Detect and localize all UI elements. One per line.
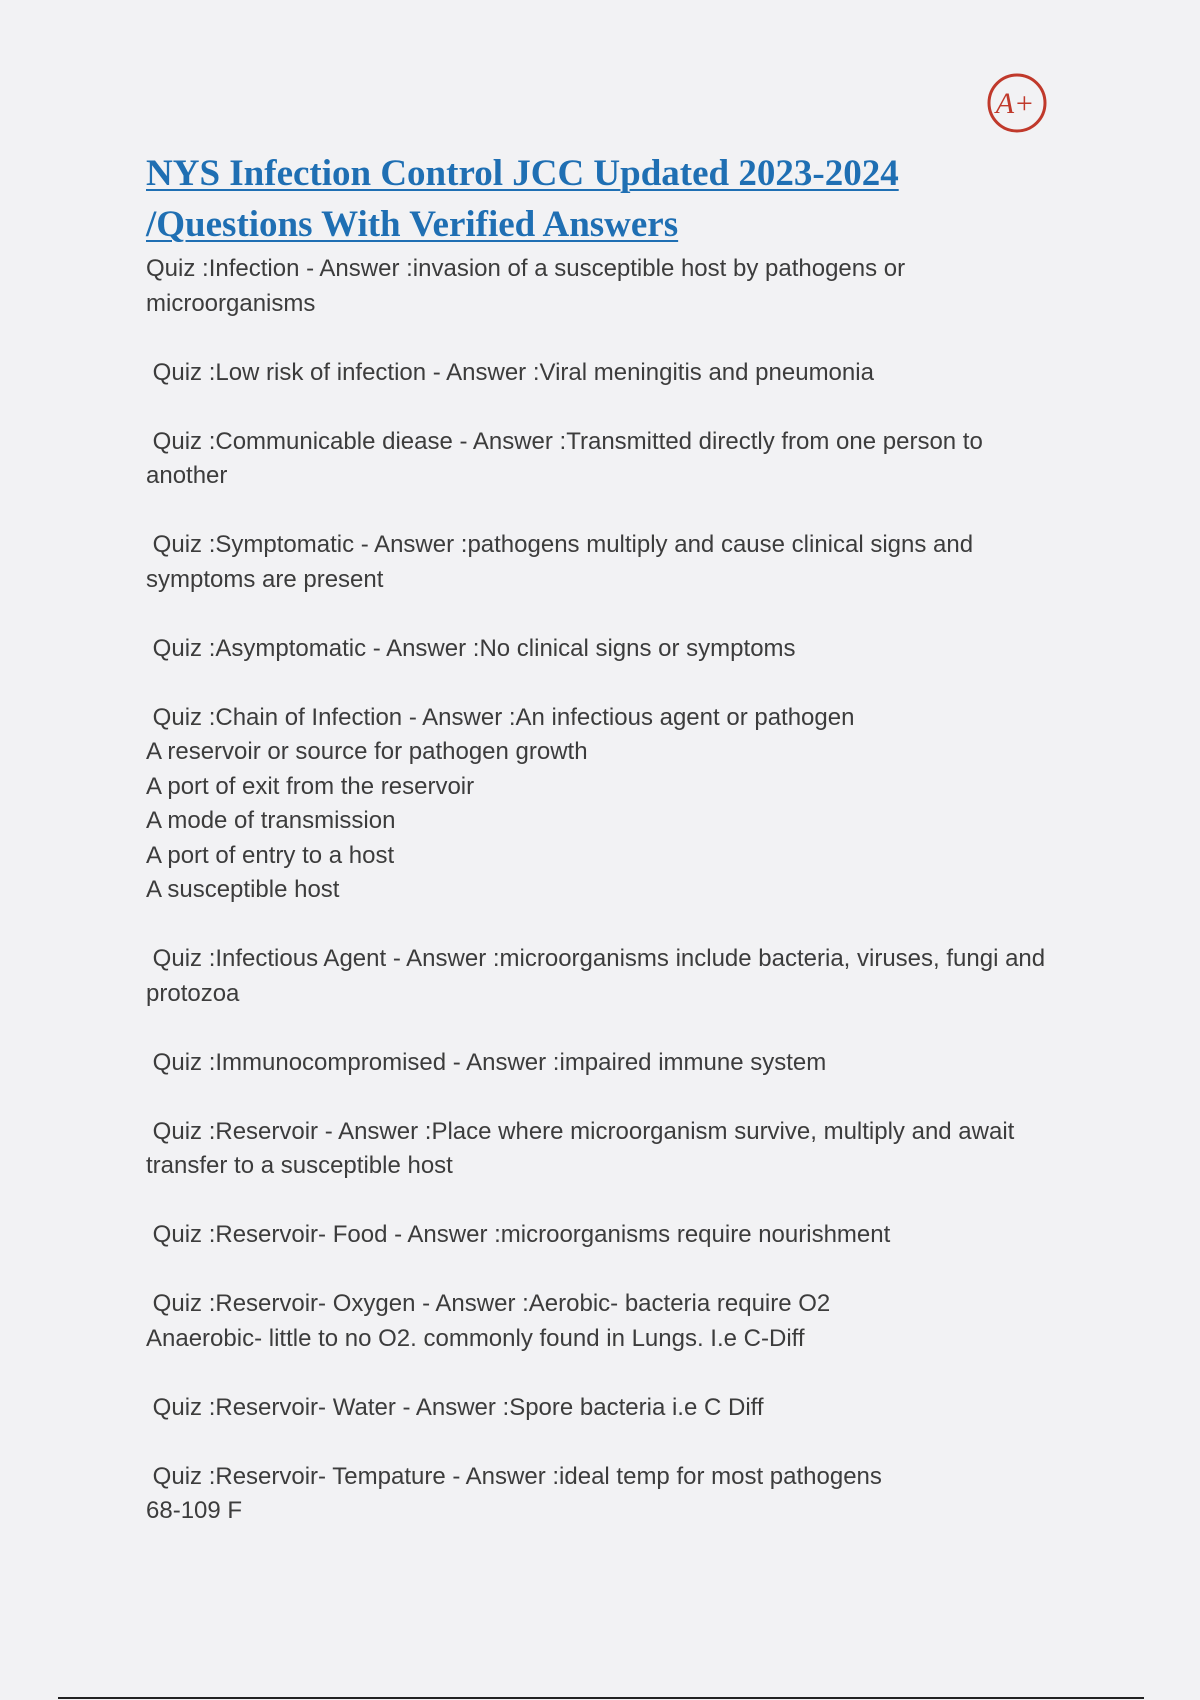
qa-line: Quiz :Reservoir- Tempature - Answer :ideal temp for most pathogens [146,1460,1046,1495]
qa-item [146,701,1046,908]
quiz-answer: No clinical signs or symptoms [479,634,796,662]
quiz-question: Reservoir- Tempature [215,1462,446,1490]
quiz-answer-continuation: A port of exit from the reservoir [146,772,475,800]
qa-lead-space [146,428,153,455]
quiz-answer: Spore bacteria i.e C Diff [509,1393,764,1421]
title-line-2: /Questions With Verified Answers [146,204,679,245]
quiz-answer-continuation: Anaerobic- little to no O2. commonly found in Lungs. I.e C-Diff [146,1324,805,1352]
qa-item [146,425,1046,494]
qa-lead-space [146,359,153,386]
quiz-question: Infectious Agent [215,945,387,972]
qa-item [146,1460,1046,1529]
qa-item [146,252,1046,321]
title-line-1: NYS Infection Control JCC Updated 2023-2024 [146,153,899,194]
qa-item [146,1287,1046,1356]
quiz-answer: Aerobic- bacteria require O2 [528,1290,831,1317]
qa-line: Quiz :Immunocompromised - Answer :impaired immune system [146,1046,1046,1081]
quiz-answer: An infectious agent or pathogen [515,703,855,731]
quiz-answer: invasion of a susceptible host by pathogens or microorganisms [146,255,906,317]
quiz-question: Asymptomatic [215,634,367,662]
quiz-answer: Place where microorganism survive, multiply and await transfer to a susceptible host [146,1117,1015,1179]
qa-lead-space [146,945,153,972]
quiz-answer-continuation: 68-109 F [146,1497,243,1524]
quiz-answer: ideal temp for most pathogens [559,1462,882,1490]
qa-line: Quiz :Infection - Answer :invasion of a susceptible host by pathogens or microorganisms [146,255,906,317]
quiz-question: Reservoir- Food [215,1221,388,1248]
badge-text: A+ [995,87,1035,120]
footer-divider [58,1697,1144,1699]
qa-lead-space [146,1118,153,1145]
qa-item [146,356,1046,391]
qa-line: Quiz :Reservoir- Water - Answer :Spore bacteria i.e C Diff [146,1391,1046,1426]
quiz-question: Infection [208,255,300,282]
quiz-answer: impaired immune system [559,1048,827,1076]
qa-line: Quiz :Asymptomatic - Answer :No clinical signs or symptoms [146,632,1046,667]
qa-line: Quiz :Symptomatic - Answer :pathogens multiply and cause clinical signs and symptoms are present [146,531,974,593]
quiz-answer-continuation: A port of entry to a host [146,841,395,869]
qa-lead-space [146,1290,153,1317]
qa-lead-space [146,1049,153,1076]
quiz-question: Immunocompromised [215,1048,447,1076]
quiz-answer: pathogens multiply and cause clinical signs and symptoms are present [146,531,974,593]
quiz-question: Reservoir- Water [215,1393,396,1421]
qa-item [146,1218,1046,1253]
qa-line: Quiz :Reservoir - Answer :Place where microorganism survive, multiply and await transfer to a susceptible host [146,1117,1015,1179]
qa-line: Quiz :Infectious Agent - Answer :microorganisms include bacteria, viruses, fungi and protozoa [146,945,1046,1007]
qa-item [146,942,1046,1011]
qa-line: Quiz :Low risk of infection - Answer :Viral meningitis and pneumonia [146,356,1046,391]
quiz-question: Communicable diease [215,427,453,455]
qa-lead-space [146,1394,153,1421]
qa-line: Quiz :Reservoir- Food - Answer :microorganisms require nourishment [146,1218,1046,1253]
qa-item [146,1046,1046,1081]
quiz-question: Symptomatic [215,531,355,558]
qa-list [146,252,1046,1563]
qa-item [146,1115,1046,1184]
quiz-answer-continuation: A mode of transmission [146,807,396,834]
quiz-answer-continuation: A reservoir or source for pathogen growth [146,738,588,765]
qa-lead-space [146,1221,153,1248]
quiz-question: Reservoir [215,1117,319,1145]
qa-line: Quiz :Chain of Infection - Answer :An infectious agent or pathogen [146,701,1046,736]
qa-item [146,528,1046,597]
quiz-answer-continuation: A susceptible host [146,876,340,903]
quiz-answer: Viral meningitis and pneumonia [539,358,874,386]
a-plus-grade-icon [986,72,1048,134]
quiz-question: Low risk of infection [215,358,427,386]
quiz-question: Reservoir- Oxygen [215,1290,416,1317]
qa-lead-space [146,635,153,662]
quiz-answer: microorganisms require nourishment [500,1221,891,1248]
quiz-question: Chain of Infection [215,703,403,731]
qa-line: Quiz :Reservoir- Oxygen - Answer :Aerobic- bacteria require O2 [146,1287,1046,1322]
quiz-answer: Transmitted directly from one person to another [146,427,983,489]
qa-line: Quiz :Communicable diease - Answer :Transmitted directly from one person to another [146,427,983,489]
qa-item [146,1391,1046,1426]
qa-lead-space [146,531,153,558]
document-title [146,148,1066,250]
qa-lead-space [146,1463,153,1490]
qa-item [146,632,1046,667]
qa-lead-space [146,704,153,731]
quiz-answer: microorganisms include bacteria, viruses, fungi and protozoa [146,945,1046,1007]
